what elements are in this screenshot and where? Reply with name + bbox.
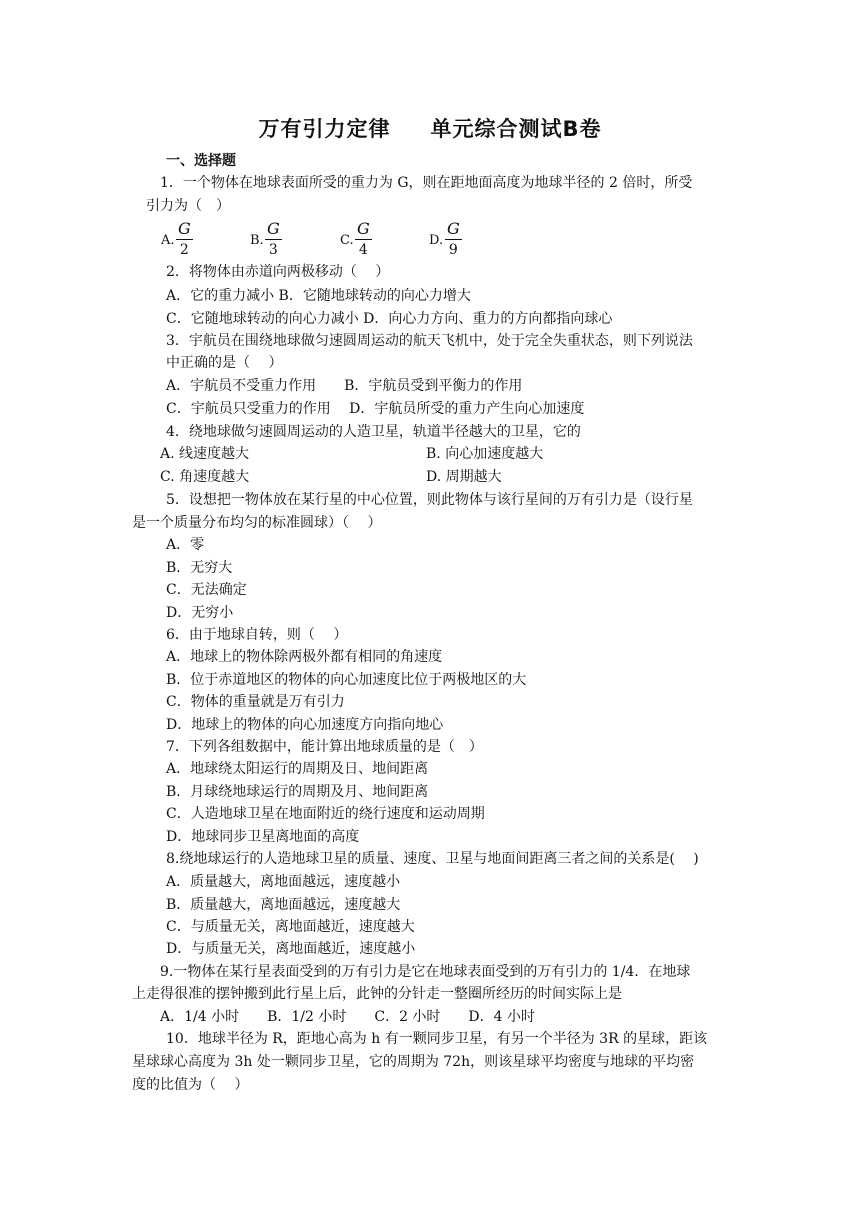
q1-option-c-numerator: G (357, 219, 370, 238)
question-10-line-2: 星球球心高度为 3h 处一颗同步卫星，它的周期为 72h，则该星球平均密度与地球的平均密 (132, 1054, 695, 1070)
question-6-option-d: D．地球上的物体的向心加速度方向指向地心 (166, 717, 444, 733)
q1-option-a-fraction (176, 220, 193, 259)
q1-option-d-label: D. (429, 233, 444, 248)
question-10-line-3: 度的比值为（ ） (132, 1077, 249, 1093)
question-8-stem: 8.绕地球运行的人造地球卫星的质量、速度、卫星与地面间距离三者之间的关系是( ) (166, 851, 699, 867)
question-9-options: A．1/4 小时 B．1/2 小时 C．2 小时 D．4 小时 (160, 1009, 536, 1025)
title-part-1: 万有引力定律 (258, 117, 391, 141)
q1-option-b-label: B. (250, 233, 264, 248)
question-5-line-1: 5．设想把一物体放在某行星的中心位置，则此物体与该行星间的万有引力是（设行星 (166, 492, 693, 508)
question-4-option-b: B. 向心加速度越大 (426, 446, 544, 462)
question-3-options-line-1: A．宇航员不受重力作用 B．宇航员受到平衡力的作用 (166, 378, 523, 394)
q1-option-d-numerator: G (447, 219, 460, 238)
q1-option-c-label: C. (340, 233, 354, 248)
page-title (0, 113, 860, 143)
question-5-line-2: 是一个质量分布均匀的标准圆球）（ ） (132, 515, 382, 531)
question-4-option-d: D. 周期越大 (426, 469, 502, 485)
question-9-line-1: 9.一物体在某行星表面受到的万有引力是它在地球表面受到的万有引力的 1/4．在地球 (160, 964, 691, 980)
q1-option-d-denominator: 9 (448, 242, 458, 258)
question-5-option-b: B．无穷大 (166, 560, 233, 576)
q1-option-c-denominator: 4 (358, 242, 368, 258)
question-8-option-d: D．与质量无关，离地面越近，速度越小 (166, 941, 416, 957)
question-2-stem: 2．将物体由赤道向两极移动（ ） (166, 264, 390, 280)
q1-option-c-fraction (355, 220, 372, 259)
title-part-2: 单元综合测试B卷 (430, 117, 602, 141)
question-8-option-c: C．与质量无关，离地面越近，速度越大 (166, 919, 415, 935)
question-3-line-2: 中正确的是（ ） (166, 355, 283, 371)
q1-option-d-fraction (445, 220, 462, 259)
q1-option-b-fraction (265, 220, 282, 259)
question-3-options-line-2: C．宇航员只受重力的作用 D．宇航员所受的重力产生向心加速度 (166, 401, 585, 417)
question-2-options-line-2: C．它随地球转动的向心力减小 D．向心力方向、重力的方向都指向球心 (166, 311, 613, 327)
question-6-stem: 6．由于地球自转，则（ ） (166, 627, 348, 643)
question-3-line-1: 3．宇航员在围绕地球做匀速圆周运动的航天飞机中，处于完全失重状态，则下列说法 (166, 333, 693, 349)
q1-option-a-label: A. (161, 233, 175, 248)
question-4-option-c: C. 角速度越大 (160, 469, 250, 485)
question-2-options-line-1: A．它的重力减小 B．它随地球转动的向心力增大 (166, 288, 471, 304)
question-1-line-2: 引力为（ ） (146, 198, 230, 214)
question-4-option-a: A. 线速度越大 (160, 446, 250, 462)
question-6-option-a: A．地球上的物体除两极外都有相同的角速度 (166, 649, 443, 665)
question-8-option-b: B．质量越大，离地面越远，速度越大 (166, 897, 401, 913)
question-5-option-c: C．无法确定 (166, 582, 247, 598)
q1-option-b-denominator: 3 (268, 242, 278, 258)
question-7-stem: 7．下列各组数据中，能计算出地球质量的是（ ） (166, 739, 483, 755)
question-7-option-a: A．地球绕太阳运行的周期及日、地间距离 (166, 761, 429, 777)
question-4-stem: 4．绕地球做匀速圆周运动的人造卫星，轨道半径越大的卫星，它的 (166, 424, 581, 440)
question-7-option-c: C．人造地球卫星在地面附近的绕行速度和运动周期 (166, 806, 485, 822)
question-6-option-b: B．位于赤道地区的物体的向心加速度比位于两极地区的大 (166, 672, 527, 688)
section-heading: 一、选择题 (166, 153, 236, 169)
question-5-option-a: A．零 (166, 537, 205, 553)
question-7-option-b: B．月球绕地球运行的周期及月、地间距离 (166, 784, 429, 800)
question-7-option-d: D．地球同步卫星离地面的高度 (166, 829, 360, 845)
question-5-option-d: D．无穷小 (166, 605, 234, 621)
q1-option-a-denominator: 2 (179, 242, 189, 258)
question-6-option-c: C．物体的重量就是万有引力 (166, 694, 345, 710)
question-10-line-1: 10．地球半径为 R，距地心高为 h 有一颗同步卫星，有另一个半径为 3R 的星球，距该 (166, 1031, 708, 1047)
question-1-line-1: 1．一个物体在地球表面所受的重力为 G，则在距地面高度为地球半径的 2 倍时，所受 (160, 175, 693, 191)
q1-option-b-numerator: G (267, 219, 280, 238)
question-8-option-a: A．质量越大，离地面越远，速度越小 (166, 874, 401, 890)
question-9-line-2: 上走得很准的摆钟搬到此行星上后，此钟的分针走一整圈所经历的时间实际上是 (132, 986, 622, 1002)
q1-option-a-numerator: G (178, 219, 191, 238)
